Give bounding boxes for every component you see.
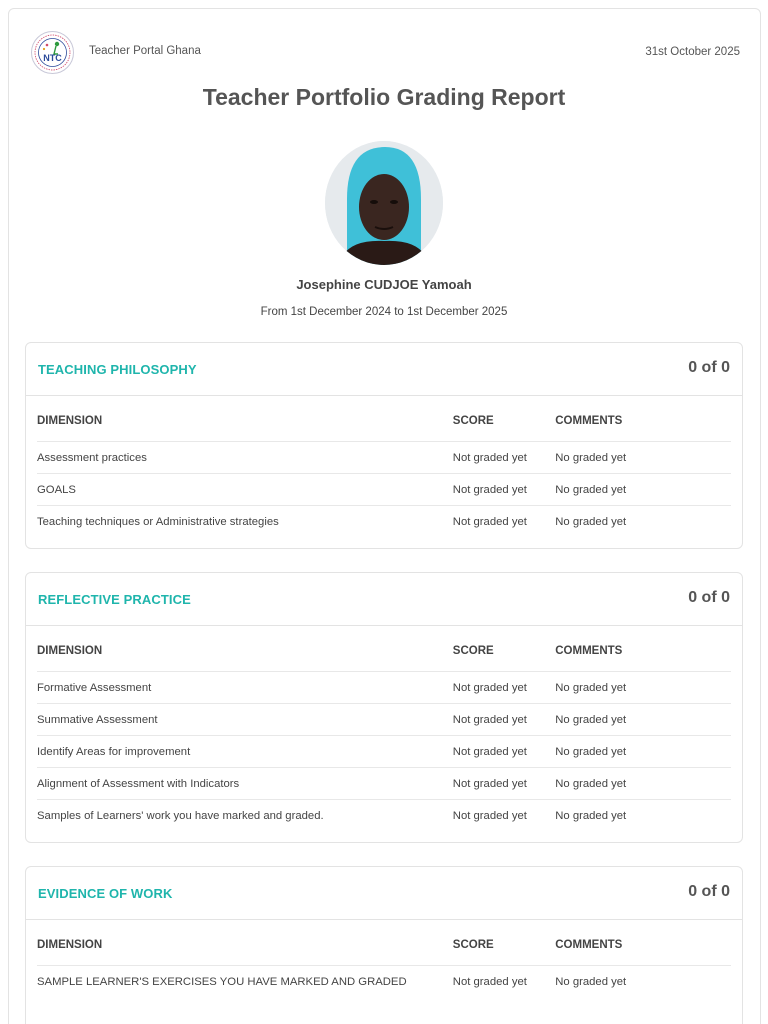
section-header [26,343,742,396]
dimension-cell: Formative Assessment [37,672,453,704]
column-header-score: SCORE [453,396,555,442]
section-title: EVIDENCE OF WORK [38,886,173,901]
dimension-cell: Alignment of Assessment with Indicators [37,768,453,800]
section-reflective-practice [25,572,743,843]
section-header [26,867,742,920]
column-header-dimension: DIMENSION [37,626,453,672]
score-cell: Not graded yet [453,672,555,704]
grading-table [37,626,731,832]
section-header [26,573,742,626]
score-cell: Not graded yet [452,516,527,528]
table-row [37,736,731,768]
comment-cell: No graded yet [555,704,731,736]
report-date: 31st October 2025 [645,46,740,58]
portal-name: Teacher Portal Ghana [89,45,201,57]
column-header-score: SCORE [453,626,555,672]
table-header-row [37,396,731,442]
dimension-cell: GOALS [37,474,453,506]
comment-cell: No graded yet [555,442,731,474]
score-cell: Not graded yet [453,704,555,736]
score-cell: Not graded yet [453,736,555,768]
section-score: 0 of 0 [688,589,730,606]
section-title: TEACHING PHILOSOPHY [38,362,197,377]
table-row [37,966,731,998]
dimension-cell: SAMPLE LEARNER'S EXERCISES YOU HAVE MARKED AND GRADED [37,976,407,988]
section-title: REFLECTIVE PRACTICE [38,592,191,607]
section-score: 0 of 0 [688,883,730,900]
section-evidence-of-work [25,866,743,1024]
score-cell: Not graded yet [452,810,527,822]
teacher-name: Josephine CUDJOE Yamoah [296,277,472,292]
report-period: From 1st December 2024 to 1st December 2025 [260,306,508,318]
table-row [37,442,731,474]
ntc-logo [30,30,75,75]
column-header-dimension: DIMENSION [37,920,453,966]
column-header-dimension: DIMENSION [37,396,453,442]
table-row [37,800,731,832]
table-row [37,474,731,506]
column-header-comments: COMMENTS [555,626,731,672]
table-row [37,704,731,736]
score-cell: Not graded yet [453,768,555,800]
comment-cell: No graded yet [555,736,731,768]
comment-cell: No graded yet [555,474,731,506]
table-header-row [37,920,731,966]
report-header [30,30,740,76]
logo-text: NTC [43,53,62,63]
score-cell: Not graded yet [452,976,527,988]
score-cell: Not graded yet [453,474,555,506]
dimension-cell: Teaching techniques or Administrative strategies [37,516,279,528]
column-header-comments: COMMENTS [555,920,731,966]
comment-cell: No graded yet [555,976,627,988]
section-score: 0 of 0 [688,359,730,376]
comment-cell: No graded yet [555,810,627,822]
dimension-cell: Identify Areas for improvement [37,736,453,768]
comment-cell: No graded yet [555,516,627,528]
column-header-score: SCORE [453,920,555,966]
comment-cell: No graded yet [555,672,731,704]
dimension-cell: Assessment practices [37,442,453,474]
column-header-comments: COMMENTS [555,396,731,442]
comment-cell: No graded yet [555,768,731,800]
table-row [37,672,731,704]
section-teaching-philosophy [25,342,743,549]
score-cell: Not graded yet [453,442,555,474]
grading-table [37,396,731,538]
teacher-avatar [325,141,443,265]
dimension-cell: Samples of Learners' work you have marked and graded. [37,810,324,822]
table-row [37,768,731,800]
table-row [37,506,731,538]
table-header-row [37,626,731,672]
grading-table [37,920,731,998]
dimension-cell: Summative Assessment [37,704,453,736]
page-title: Teacher Portfolio Grading Report [202,84,566,110]
